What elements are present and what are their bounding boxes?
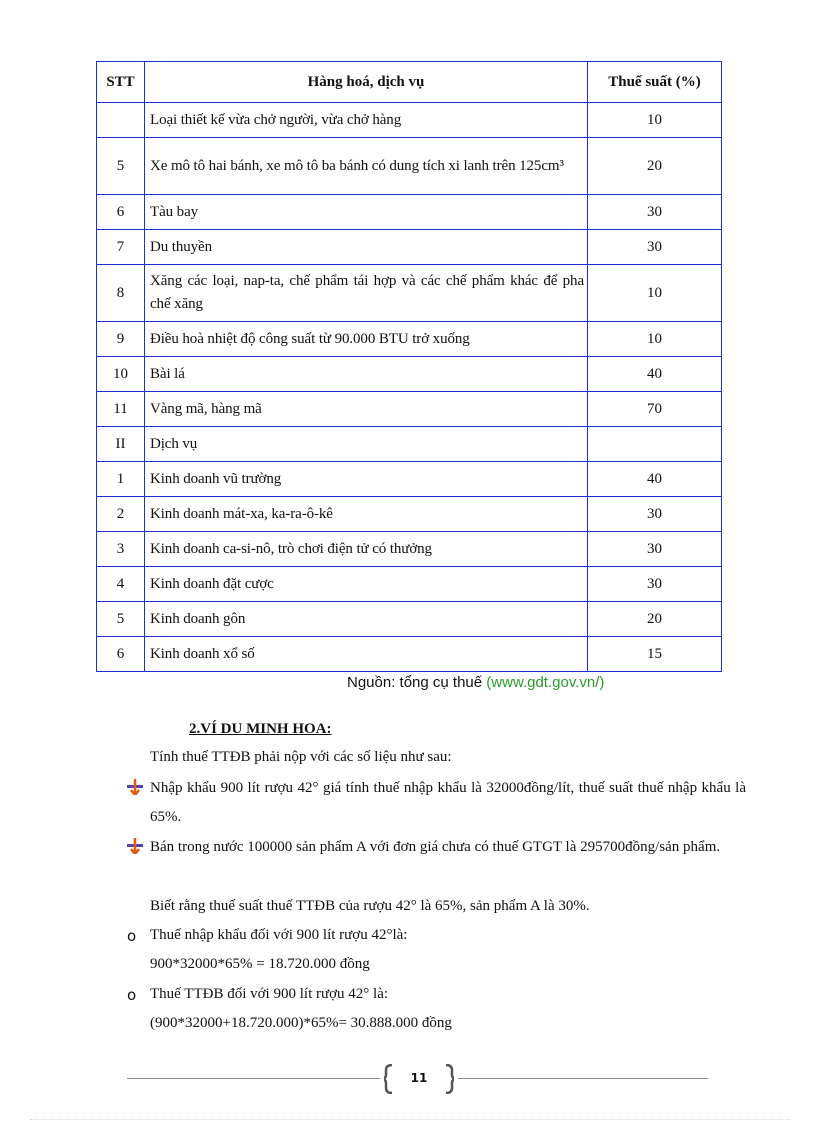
table-row <box>97 230 722 265</box>
row-item: Tàu bay <box>145 195 588 230</box>
footer-rule-right <box>458 1078 708 1079</box>
row-rate: 20 <box>588 138 722 195</box>
header-rate: Thuế suất (%) <box>588 62 722 103</box>
circle-bullet-icon: o <box>127 927 137 945</box>
table-row <box>97 103 722 138</box>
row-rate: 30 <box>588 567 722 602</box>
arrow-bullet-icon <box>127 779 143 795</box>
row-rate: 30 <box>588 532 722 567</box>
row-stt: 6 <box>97 637 145 672</box>
source-link[interactable]: (www.gdt.gov.vn/) <box>486 674 605 691</box>
row-item: Dịch vụ <box>145 427 588 462</box>
example-intro: Tính thuế TTĐB phải nộp với các số liệu như sau: <box>150 749 452 765</box>
row-stt: 5 <box>97 602 145 637</box>
table-row <box>97 357 722 392</box>
row-rate: 30 <box>588 195 722 230</box>
row-stt <box>97 103 145 138</box>
row-stt: 9 <box>97 322 145 357</box>
table-row <box>97 265 722 322</box>
row-item: Kinh doanh ca-si-nô, trò chơi điện tử có thưởng <box>145 532 588 567</box>
example-bullet-2: Bán trong nước 100000 sản phẩm A với đơn giá chưa có thuế GTGT là 295700đồng/sản phẩm. <box>150 839 721 855</box>
row-stt: 7 <box>97 230 145 265</box>
row-item: Xăng các loại, nap-ta, chế phẩm tái hợp và các chế phẩm khác để pha chế xăng <box>145 265 588 322</box>
page-edge-dotted-line <box>30 1119 790 1120</box>
row-rate: 30 <box>588 230 722 265</box>
table-row <box>97 497 722 532</box>
row-item: Xe mô tô hai bánh, xe mô tô ba bánh có dung tích xi lanh trên 125cm³ <box>145 138 588 195</box>
table-row <box>97 532 722 567</box>
row-stt: II <box>97 427 145 462</box>
row-item: Du thuyền <box>145 230 588 265</box>
row-stt: 5 <box>97 138 145 195</box>
calc-2-label: Thuế TTĐB đối với 900 lít rượu 42° là: <box>150 986 389 1002</box>
section-heading: 2.VÍ DU MINH HOA: <box>189 721 332 737</box>
tax-rate-table <box>96 61 722 672</box>
row-rate: 20 <box>588 602 722 637</box>
header-item: Hàng hoá, dịch vụ <box>145 62 588 103</box>
example-note: Biết rằng thuế suất thuế TTĐB của rượu 42° là 65%, sản phẩm A là 30%. <box>150 898 590 914</box>
example-bullet-1: Nhập khẩu 900 lít rượu 42° giá tính thuế nhập khẩu là 32000đồng/lít, thuế suất thuế nhập khẩu là 65%. <box>150 780 746 825</box>
page-number: 11 <box>410 1071 428 1085</box>
table-row <box>97 392 722 427</box>
header-stt: STT <box>97 62 145 103</box>
row-item: Vàng mã, hàng mã <box>145 392 588 427</box>
row-item: Loại thiết kế vừa chở người, vừa chở hàng <box>145 103 588 138</box>
row-item: Điều hoà nhiệt độ công suất từ 90.000 BTU trở xuống <box>145 322 588 357</box>
circle-bullet-icon: o <box>127 986 137 1004</box>
row-item: Kinh doanh đặt cược <box>145 567 588 602</box>
table-row <box>97 322 722 357</box>
table-row <box>97 427 722 462</box>
row-item: Kinh doanh vũ trường <box>145 462 588 497</box>
calc-2-value: (900*32000+18.720.000)*65%= 30.888.000 đồng <box>150 1015 452 1031</box>
row-rate: 70 <box>588 392 722 427</box>
row-stt: 4 <box>97 567 145 602</box>
row-rate: 40 <box>588 462 722 497</box>
table-row <box>97 462 722 497</box>
page-number-box <box>384 1064 454 1094</box>
row-stt: 6 <box>97 195 145 230</box>
row-stt: 3 <box>97 532 145 567</box>
calc-1-value: 900*32000*65% = 18.720.000 đồng <box>150 956 370 972</box>
row-rate: 10 <box>588 103 722 138</box>
row-rate: 10 <box>588 265 722 322</box>
table-row <box>97 195 722 230</box>
row-stt: 2 <box>97 497 145 532</box>
source-label: Nguồn: tổng cụ thuế <box>347 674 483 691</box>
table-row <box>97 138 722 195</box>
row-item: Kinh doanh gôn <box>145 602 588 637</box>
table-row <box>97 637 722 672</box>
row-rate: 30 <box>588 497 722 532</box>
arrow-bullet-icon <box>127 838 143 854</box>
calc-1-label: Thuế nhập khẩu đối với 900 lít rượu 42°là: <box>150 927 408 943</box>
table-header-row <box>97 62 722 103</box>
source-note <box>347 674 604 691</box>
row-item: Bài lá <box>145 357 588 392</box>
row-rate: 40 <box>588 357 722 392</box>
row-stt: 10 <box>97 357 145 392</box>
row-rate <box>588 427 722 462</box>
row-stt: 11 <box>97 392 145 427</box>
row-stt: 1 <box>97 462 145 497</box>
row-item: Kinh doanh mát-xa, ka-ra-ô-kê <box>145 497 588 532</box>
footer-rule-left <box>127 1078 380 1079</box>
row-item: Kinh doanh xổ số <box>145 637 588 672</box>
table-row <box>97 567 722 602</box>
table-row <box>97 602 722 637</box>
row-rate: 15 <box>588 637 722 672</box>
row-rate: 10 <box>588 322 722 357</box>
row-stt: 8 <box>97 265 145 322</box>
